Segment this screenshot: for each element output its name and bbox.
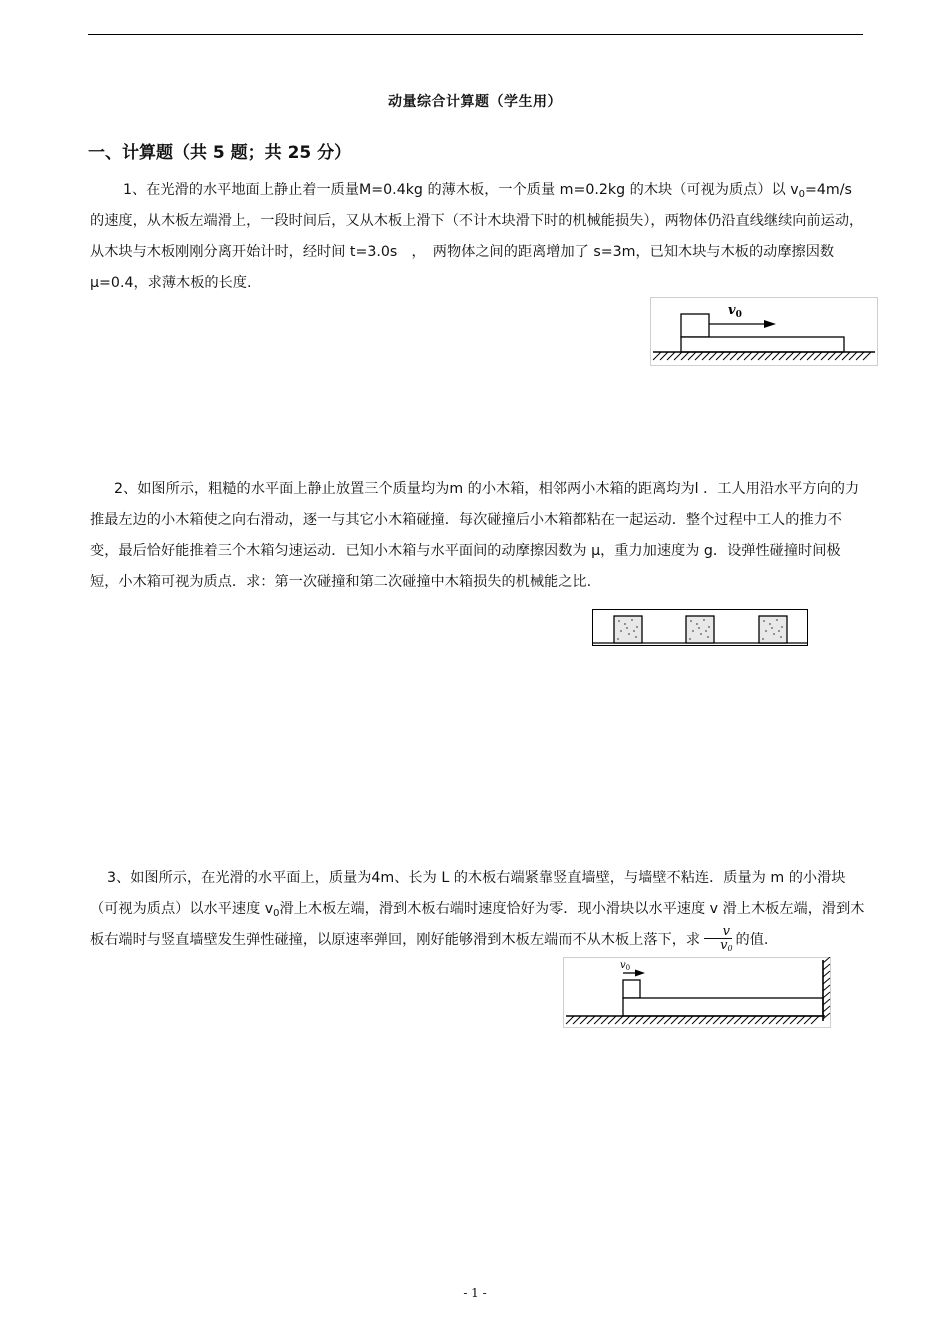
fig3-label-v: $v_0$ xyxy=(620,960,631,972)
figure-3-board-wall xyxy=(563,957,832,1029)
question-1 xyxy=(90,175,865,299)
figure-1-board-block xyxy=(650,297,879,367)
q1-subscript: 0 xyxy=(798,189,805,200)
q3-fraction-v-over-v0: $\frac{v}{v_0}$ xyxy=(703,925,732,952)
top-rule xyxy=(88,34,863,35)
question-2 xyxy=(90,474,865,598)
fig1-label-v: $v_0$ xyxy=(728,303,742,320)
fig2-box-1 xyxy=(614,616,642,643)
fig1-board xyxy=(681,337,844,352)
q1-text-part2: =4m/s 的速度，从木板左端滑上，一段时间后，又从木板上滑下（不计木块滑下时的机械能损失），两物体仍沿直线继续向前运动，从木块与木板刚刚分离开始计时，经时间 t=3.0s ， 两物体之间的距离增加了 s=3m，已知木块与木板的动摩擦因数 μ=0.4，求薄木板的长度. xyxy=(90,182,864,291)
q3-subscript: 0 xyxy=(273,908,280,919)
figure-2-three-boxes xyxy=(592,609,809,647)
q3-text-part1: 3、如图所示，在光滑的水平面上，质量为4m、长为 L 的木板右端紧靠竖直墙壁，与墙壁不粘连．质量为 m 的小滑块（可视为质点）以水平速度 v xyxy=(90,870,846,917)
q3-text-part2: 滑上木板左端，滑到木板右端时速度恰好为零．现小滑块以水平速度 v 滑上木板左端，滑到木板右端时与竖直墙壁发生弹性碰撞，以原速率弹回，刚好能够滑到木板左端而不从木板上落下，求 xyxy=(90,901,865,948)
fig3-slider-block xyxy=(623,980,640,998)
fig2-box-3 xyxy=(759,616,787,643)
question-3 xyxy=(90,863,865,956)
q3-text-part3: 的值. xyxy=(735,932,769,948)
q2-text: 2、如图所示，粗糙的水平面上静止放置三个质量均为m 的小木箱，相邻两小木箱的距离均为l ．工人用沿水平方向的力推最左边的小木箱使之向右滑动，逐一与其它小木箱碰撞．每次碰撞后小木箱都粘在一起运动．整个过程中工人的推力不变，最后恰好能推着三个木箱匀速运动．已知小木箱与水平面间的动摩擦因数为 μ，重力加速度为 g．设弹性碰撞时间极短，小木箱可视为质点．求：第一次碰撞和第二次碰撞中木箱损失的机械能之比. xyxy=(90,481,860,590)
fig1-block xyxy=(681,314,709,337)
page-number: - 1 - xyxy=(463,1286,487,1300)
fig2-box-2 xyxy=(686,616,714,643)
page-title: 动量综合计算题（学生用） xyxy=(388,94,562,110)
section-heading: 一、计算题（共 5 题；共 25 分） xyxy=(88,143,352,163)
q1-text-part1: 1、在光滑的水平地面上静止着一质量M=0.4kg 的薄木板，一个质量 m=0.2kg 的木块（可视为质点）以 v xyxy=(123,182,799,198)
fig3-board xyxy=(623,998,823,1016)
